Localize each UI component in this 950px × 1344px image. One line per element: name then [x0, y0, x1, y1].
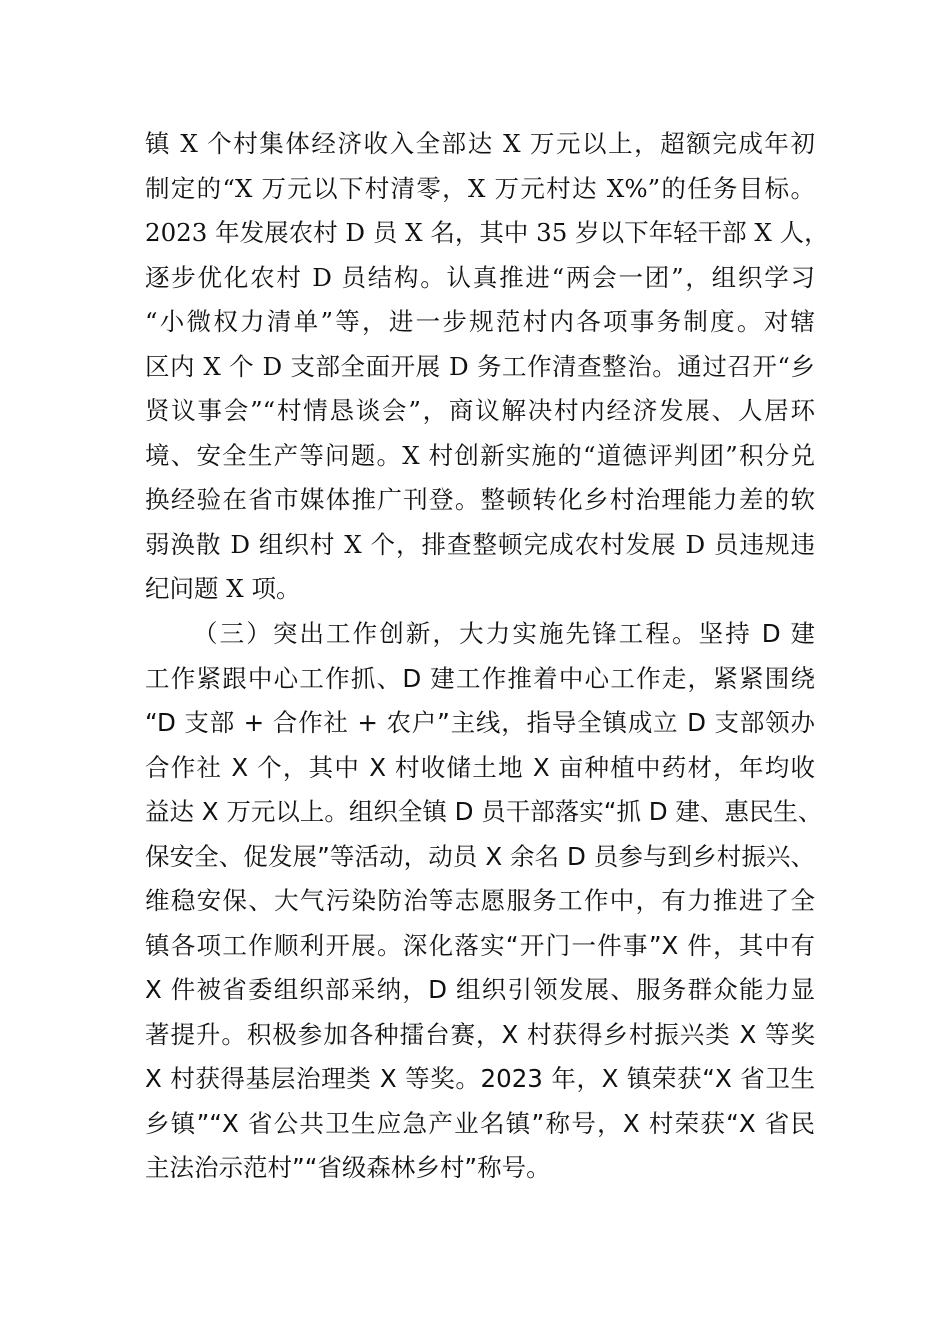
text-line: 合作社 X 个，其中 X 村收储土地 X 亩种植中药材，年均收 — [145, 752, 815, 782]
text-line: 贤议事会”“村情恳谈会”，商议解决村内经济发展、人居环 — [145, 396, 815, 425]
text-line: 逐步优化农村 D 员结构。认真推进“两会一团”，组织学习 — [145, 262, 815, 292]
text-line: “D 支部 + 合作社 + 农户”主线，指导全镇成立 D 支部领办 — [145, 708, 815, 737]
text-line: X 村获得基层治理类 X 等奖。2023 年，X 镇荣获“X 省卫生 — [145, 1064, 815, 1093]
text-line: 乡镇”“X 省公共卫生应急产业名镇”称号，X 村荣获“X 省民 — [145, 1108, 815, 1138]
text-line: 2023 年发展农村 D 员 X 名，其中 35 岁以下年轻干部 X 人， — [145, 218, 829, 247]
text-line: 镇各项工作顺利开展。深化落实“开门一件事”X 件，其中有 — [145, 930, 815, 960]
text-line: 换经验在省市媒体推广刊登。整顿转化乡村治理能力差的软 — [145, 485, 815, 514]
text-line: 维稳安保、大气污染防治等志愿服务工作中，有力推进了全 — [145, 886, 815, 915]
text-line: 境、安全生产等问题。X 村创新实施的“道德评判团”积分兑 — [145, 440, 815, 470]
text-line: 保安全、促发展”等活动，动员 X 余名 D 员参与到乡村振兴、 — [145, 841, 815, 871]
text-line: 制定的“X 万元以下村清零，X 万元村达 X%”的任务目标。 — [145, 173, 815, 203]
text-line: “小微权力清单”等，进一步规范村内各项事务制度。对辖 — [145, 307, 815, 336]
section-heading-line: （三）突出工作创新，大力实施先锋工程。坚持 D 建 — [193, 619, 815, 648]
text-line: 工作紧跟中心工作抓、D 建工作推着中心工作走，紧紧围绕 — [145, 663, 815, 693]
text-line: 益达 X 万元以上。组织全镇 D 员干部落实“抓 D 建、惠民生、 — [145, 797, 823, 826]
text-line: 镇 X 个村集体经济收入全部达 X 万元以上，超额完成年初 — [145, 129, 815, 158]
text-line: 区内 X 个 D 支部全面开展 D 务工作清查整治。通过召开“乡 — [145, 351, 815, 381]
text-line: X 件被省委组织部采纳，D 组织引领发展、服务群众能力显 — [145, 975, 815, 1004]
text-line: 主法治示范村”“省级森林乡村”称号。 — [145, 1153, 551, 1182]
text-line: 著提升。积极参加各种擂台赛，X 村获得乡村振兴类 X 等奖 — [145, 1019, 815, 1049]
paragraph-innovation-pioneer-project — [145, 612, 823, 1191]
text-line: 弱涣散 D 组织村 X 个，排查整顿完成农村发展 D 员违规违 — [145, 529, 815, 559]
text-line: 纪问题 X 项。 — [145, 574, 301, 603]
paragraph-rural-party-work — [145, 122, 829, 612]
